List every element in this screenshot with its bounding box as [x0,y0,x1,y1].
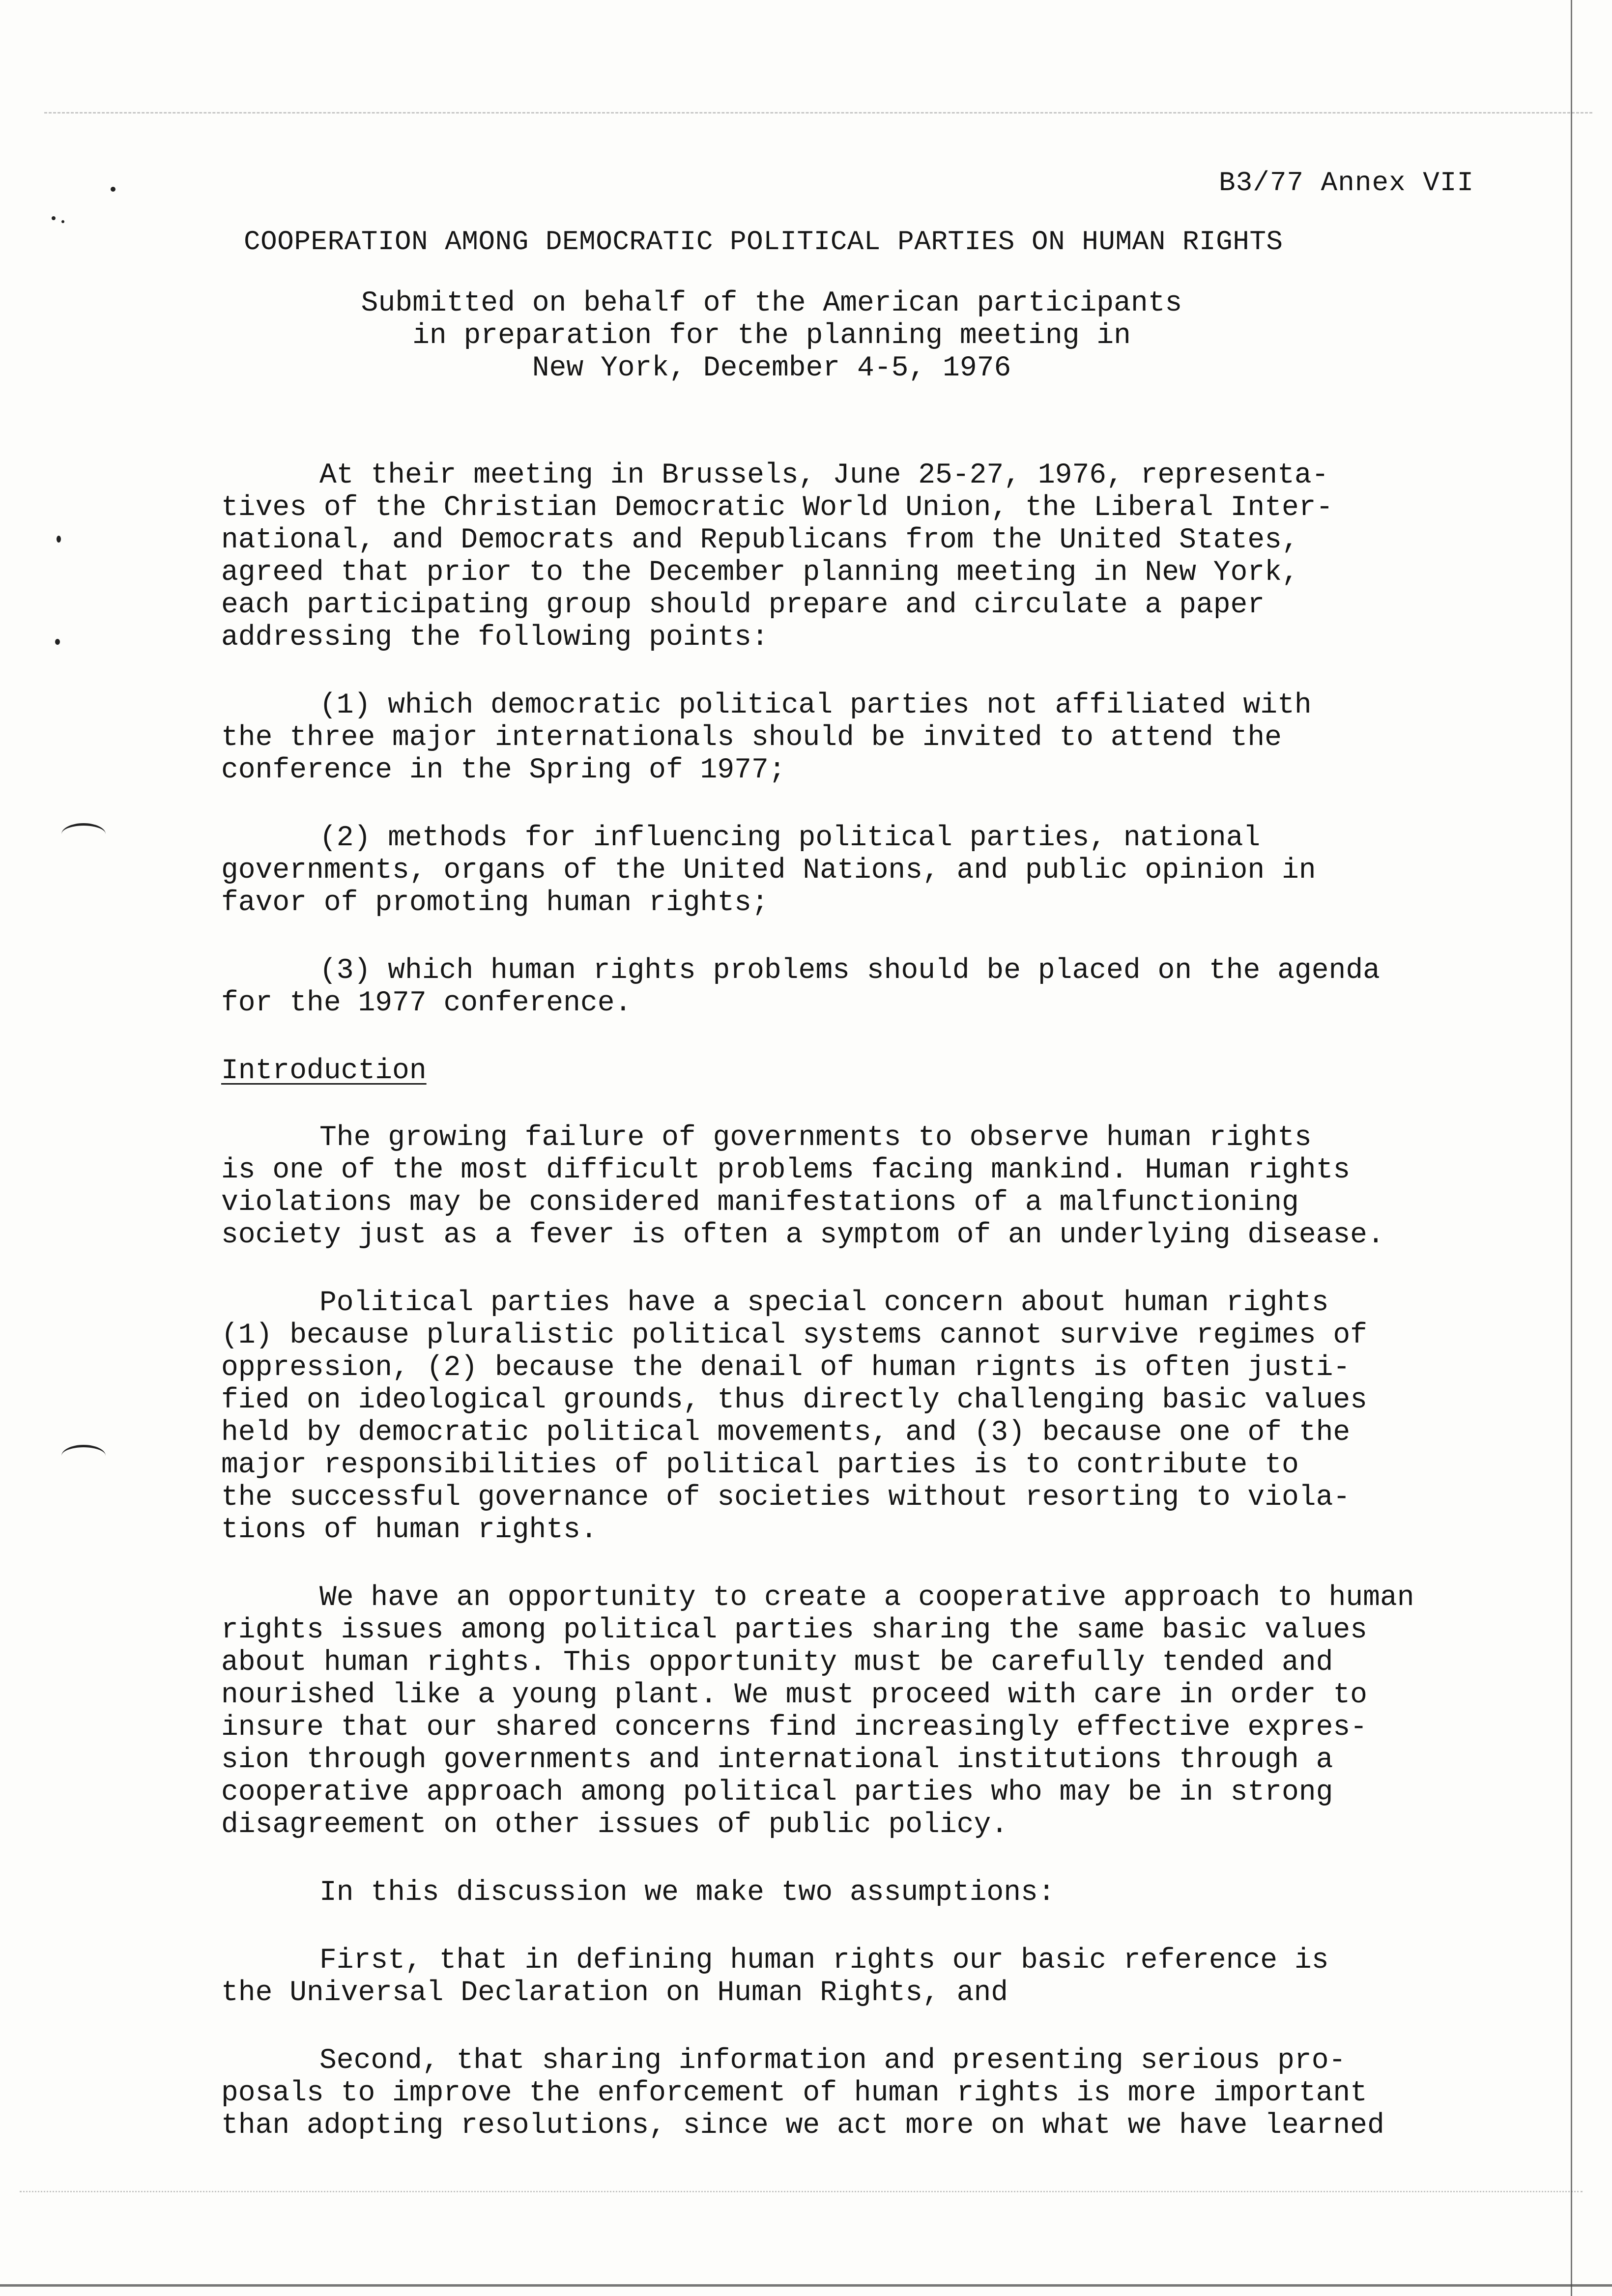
text-line: posals to improve the enforcement of human rights is more important [221,2077,1367,2109]
text-line: (1) which democratic political parties not affiliated with [319,689,1312,721]
text-line: (2) methods for influencing political parties, national [319,822,1261,854]
scan-speck [52,216,56,220]
scan-speck [55,639,60,645]
text-line: The growing failure of governments to observe human rights [319,1122,1312,1154]
scan-artifact-edge-bottom [0,2284,1612,2287]
text-line: each participating group should prepare and circulate a paper [221,589,1265,621]
text-line: cooperative approach among political parties who may be in strong [221,1777,1333,1808]
scan-artifact-arc [61,1445,106,1467]
text-line: tions of human rights. [221,1514,598,1546]
text-line: violations may be considered manifestations of a malfunctioning [221,1187,1299,1219]
text-line: (1) because pluralistic political systems cannot survive regimes of [221,1320,1367,1351]
scan-speck [111,187,115,192]
scan-speck [57,536,61,543]
text-line: the three major internationals should be invited to attend the [221,722,1282,754]
document-title: COOPERATION AMONG DEMOCRATIC POLITICAL PARTIES ON HUMAN RIGHTS [244,226,1283,258]
text-line: governments, organs of the United Nations, and public opinion in [221,855,1316,887]
body-paragraph [221,1122,1587,1252]
text-line: Second, that sharing information and presenting serious pro- [319,2045,1346,2077]
scan-speck [61,220,64,223]
text-line: addressing the following points: [221,622,769,654]
submission-note [0,287,1612,385]
point-item [221,955,1587,1020]
section-heading: Introduction [221,1055,427,1087]
text-line: We have an opportunity to create a cooperative approach to human [319,1582,1414,1614]
submission-line: Submitted on behalf of the American participants [361,287,1182,319]
point-item [221,689,1587,787]
annex-label: B3/77 Annex VII [1219,167,1474,199]
text-line: society just as a fever is often a symptom of an underlying disease. [221,1219,1384,1251]
text-line: tives of the Christian Democratic World Union, the Liberal Inter- [221,492,1333,524]
text-line: sion through governments and international institutions through a [221,1744,1333,1776]
body-paragraph [221,1945,1587,2009]
text-line: favor of promoting human rights; [221,887,769,919]
submission-line: in preparation for the planning meeting in [412,320,1131,352]
text-line: conference in the Spring of 1977; [221,754,786,786]
point-item [221,822,1587,919]
text-line: for the 1977 conference. [221,987,632,1019]
text-line: the Universal Declaration on Human Rights, and [221,1977,1008,2009]
text-line: national, and Democrats and Republicans from the United States, [221,524,1299,556]
text-line: Political parties have a special concern about human rights [319,1287,1329,1319]
text-line: than adopting resolutions, since we act more on what we have learned [221,2110,1384,2142]
text-line: First, that in defining human rights our basic reference is [319,1945,1329,1977]
text-line: nourished like a young plant. We must proceed with care in order to [221,1679,1367,1711]
text-line: (3) which human rights problems should be placed on the agenda [319,955,1380,987]
text-line: about human rights. This opportunity must be carefully tended and [221,1647,1333,1679]
body-paragraph [221,1287,1587,1547]
text-line: oppression, (2) because the denail of human rignts is often justi- [221,1352,1351,1384]
text-line: is one of the most difficult problems facing mankind. Human rights [221,1154,1351,1186]
text-line: In this discussion we make two assumptions: [319,1877,1055,1909]
text-line: disagreement on other issues of public policy. [221,1809,1008,1841]
section-heading-wrapper [221,1055,1587,1122]
text-line: held by democratic political movements, and (3) because one of the [221,1417,1351,1449]
text-line: At their meeting in Brussels, June 25-27, 1976, representa- [319,459,1329,491]
scan-artifact-line-bottom [20,2191,1583,2192]
submission-line: New York, December 4-5, 1976 [532,352,1011,384]
body-paragraph [221,1582,1587,1841]
text-line: the successful governance of societies without resorting to viola- [221,1482,1351,1514]
body-paragraph [221,1877,1587,1909]
intro-paragraph [221,459,1587,654]
text-line: rights issues among political parties sharing the same basic values [221,1614,1367,1646]
text-line: major responsibilities of political parties is to contribute to [221,1449,1299,1481]
scan-artifact-arc [61,823,106,845]
scan-artifact-line-top [44,112,1592,114]
document-body [221,459,1587,2178]
text-line: agreed that prior to the December planning meeting in New York, [221,557,1299,589]
text-line: fied on ideological grounds, thus directly challenging basic values [221,1384,1367,1416]
body-paragraph [221,2045,1587,2142]
text-line: insure that our shared concerns find increasingly effective expres- [221,1712,1367,1744]
